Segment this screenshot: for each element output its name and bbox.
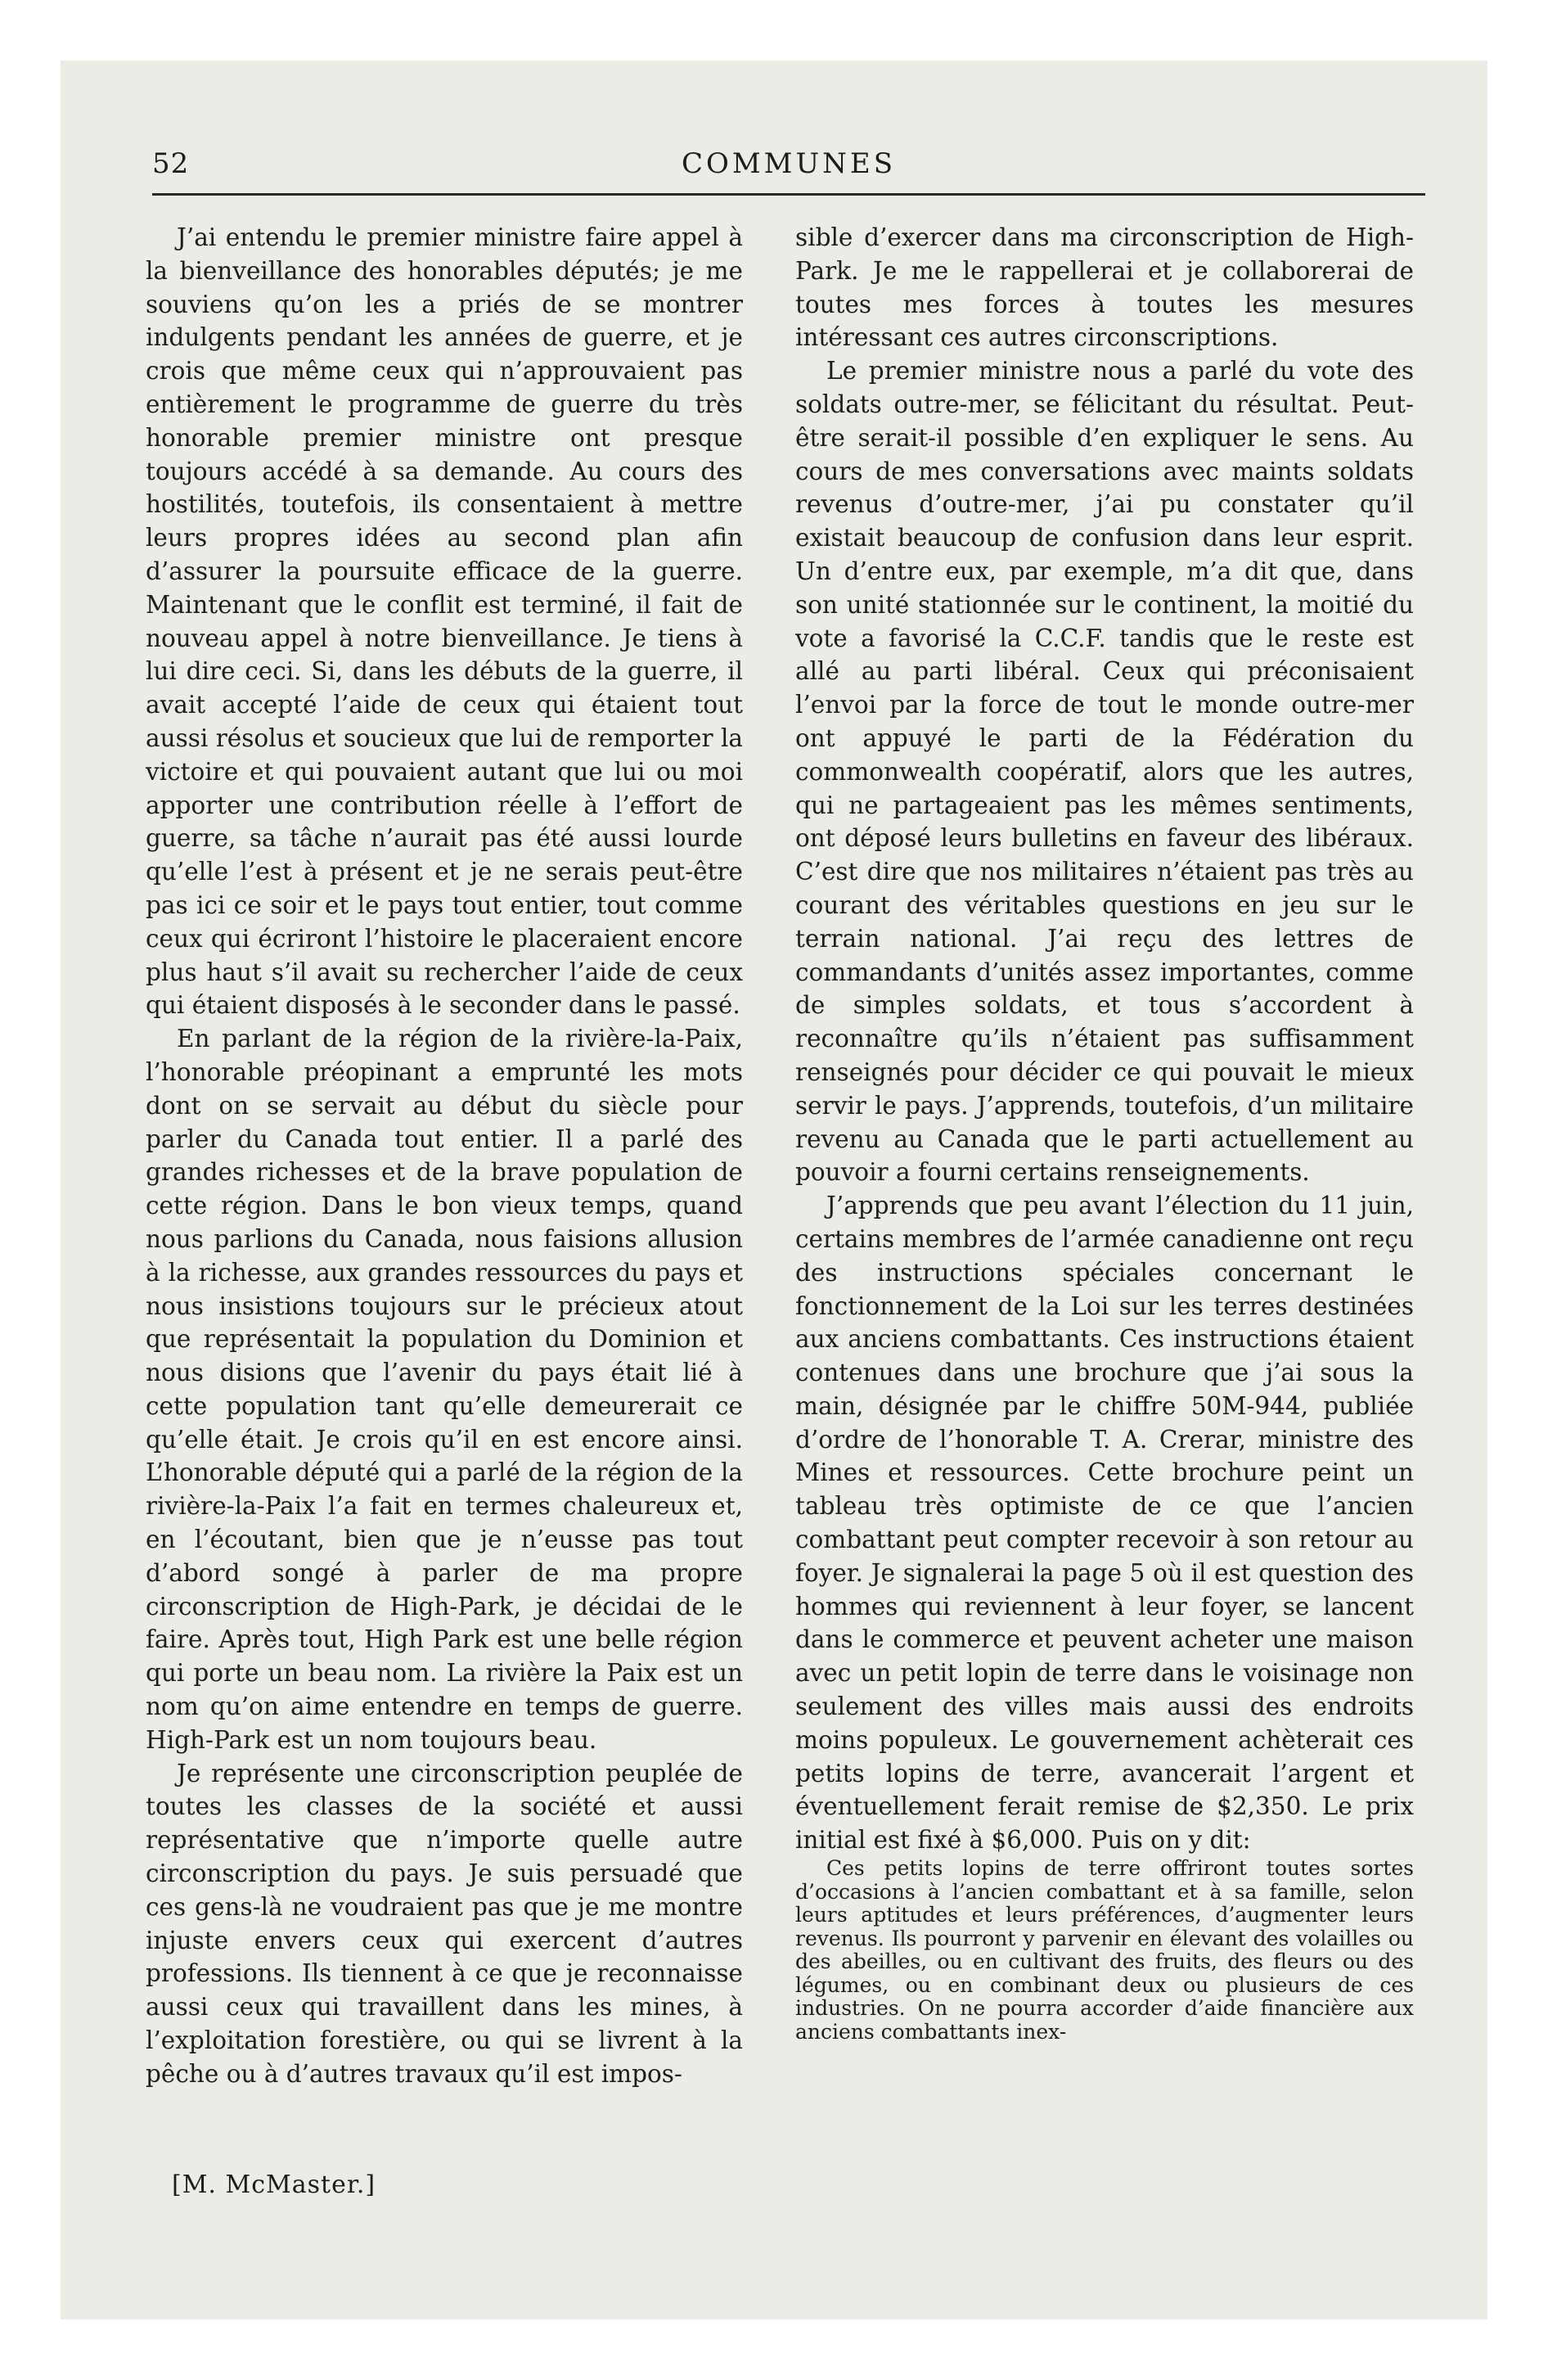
page-header <box>152 142 1425 188</box>
running-head: COMMUNES <box>681 147 897 180</box>
block-quote: Ces petits lopins de terre offriront toutes sortes d’occasions à l’ancien combattant et à sa famille, selon leurs aptitudes et leurs préférences, d’augmenter leurs revenus. Ils pourront y parvenir en élevant des volailles ou des abeilles, ou en cultivant des fruits, des fleurs ou des légumes, ou en combinant deux ou plusieurs de ces industries. On ne pourra accorder d’aide financière aux anciens combattants inex- <box>795 1856 1414 2044</box>
paragraph: Je représente une circonscription peuplée de toutes les classes de la société et aussi représentative que n’importe quelle autre circonscription du pays. Je suis persuadé que ces gens-là ne voudraient pas que je me montre injuste envers ceux qui exercent d’autres professions. Ils tiennent à ce que je reconnaisse aussi ceux qui travaillent dans les mines, à l’exploitation forestière, ou qui se livrent à la pêche ou à d’autres travaux qu’il est impos- <box>146 1759 743 2088</box>
left-column <box>146 221 743 2091</box>
paragraph: Le premier ministre nous a parlé du vote des soldats outre-mer, se félicitant du résultat. Peut-être serait-il possible d’en expliquer le sens. Au cours de mes conversations avec maints soldats revenus d’outre-mer, j’ai pu constater qu’il existait beaucoup de confusion dans leur esprit. Un d’entre eux, par exemple, m’a dit que, dans son unité stationnée sur le continent, la moitié du vote a favorisé la C.C.F. tandis que le reste est allé au parti libéral. Ceux qui préconisaient l’envoi par la force de tout le monde outre-mer ont appuyé le parti de la Fédération du commonwealth coopératif, alors que les autres, qui ne partageaient pas les mêmes sentiments, ont déposé leurs bulletins en faveur des libéraux. C’est dire que nos militaires n’étaient pas très au courant des véritables questions en jeu sur le terrain national. J’ai reçu des lettres de commandants d’unités assez importantes, comme de simples soldats, et tous s’accordent à reconnaître qu’ils n’étaient pas suffisamment renseignés pour décider ce qui pouvait le mieux servir le pays. J’apprends, toutefois, d’un militaire revenu au Canada que le parti actuellement au pouvoir a fourni certains renseignements. <box>795 357 1414 1187</box>
page-number: 52 <box>152 147 190 180</box>
right-column <box>795 221 1414 2044</box>
speaker-attribution: [M. McMaster.] <box>172 2170 376 2199</box>
paragraph: J’ai entendu le premier ministre faire appel à la bienveillance des honorables députés; je me souviens qu’on les a priés de se montrer indulgents pendant les années de guerre, et je crois que même ceux qui n’approuvaient pas entièrement le programme de guerre du très honorable premier ministre ont presque toujours accédé à sa demande. Au cours des hostilités, toutefois, ils consentaient à mettre leurs propres idées au second plan afin d’assurer la poursuite efficace de la guerre. Maintenant que le conflit est terminé, il fait de nouveau appel à notre bienveillance. Je tiens à lui dire ceci. Si, dans les débuts de la guerre, il avait accepté l’aide de ceux qui étaient tout aussi résolus et soucieux que lui de remporter la victoire et qui pouvaient autant que lui ou moi apporter une contribution réelle à l’effort de guerre, sa tâche n’aurait pas été aussi lourde qu’elle l’est à présent et je ne serais peut-être pas ici ce soir et le pays tout entier, tout comme ceux qui écriront l’histoire le placeraient encore plus haut s’il avait su rechercher l’aide de ceux qui étaient disposés à le seconder dans le passé. <box>146 223 743 1020</box>
paragraph: sible d’exercer dans ma circonscription de High-Park. Je me le rappellerai et je collaborerai de toutes mes forces à toutes les mesures intéressant ces autres circonscriptions. <box>795 223 1414 352</box>
paragraph: J’apprends que peu avant l’élection du 11 juin, certains membres de l’armée canadienne ont reçu des instructions spéciales concernant le fonctionnement de la Loi sur les terres destinées aux anciens combattants. Ces instructions étaient contenues dans une brochure que j’ai sous la main, désignée par le chiffre 50M-944, publiée d’ordre de l’honorable T. A. Crerar, ministre des Mines et ressources. Cette brochure peint un tableau très optimiste de ce que l’ancien combattant peut compter recevoir à son retour au foyer. Je signalerai la page 5 où il est question des hommes qui reviennent à leur foyer, se lancent dans le commerce et peuvent acheter une maison avec un petit lopin de terre dans le voisinage non seulement des villes mais aussi des endroits moins populeux. Le gouvernement achèterait ces petits lopins de terre, avancerait l’argent et éventuellement ferait remise de $2,350. Le prix initial est fixé à $6,000. Puis on y dit: <box>795 1192 1414 1855</box>
header-rule <box>152 193 1425 196</box>
paragraph: En parlant de la région de la rivière-la-Paix, l’honorable préopinant a emprunté les mots dont on se servait au début du siècle pour parler du Canada tout entier. Il a parlé des grandes richesses et de la brave population de cette région. Dans le bon vieux temps, quand nous parlions du Canada, nous faisions allusion à la richesse, aux grandes ressources du pays et nous insistions toujours sur le précieux atout que représentait la population du Dominion et nous disions que l’avenir du pays était lié à cette population tant qu’elle demeurerait ce qu’elle était. Je crois qu’il en est encore ainsi. L’honorable député qui a parlé de la région de la rivière-la-Paix l’a fait en termes chaleureux et, en l’écoutant, bien que je n’eusse pas tout d’abord songé à parler de ma propre circonscription de High-Park, je décidai de le faire. Après tout, High Park est une belle région qui porte un beau nom. La rivière la Paix est un nom qu’on aime entendre en temps de guerre. High-Park est un nom toujours beau. <box>146 1025 743 1754</box>
